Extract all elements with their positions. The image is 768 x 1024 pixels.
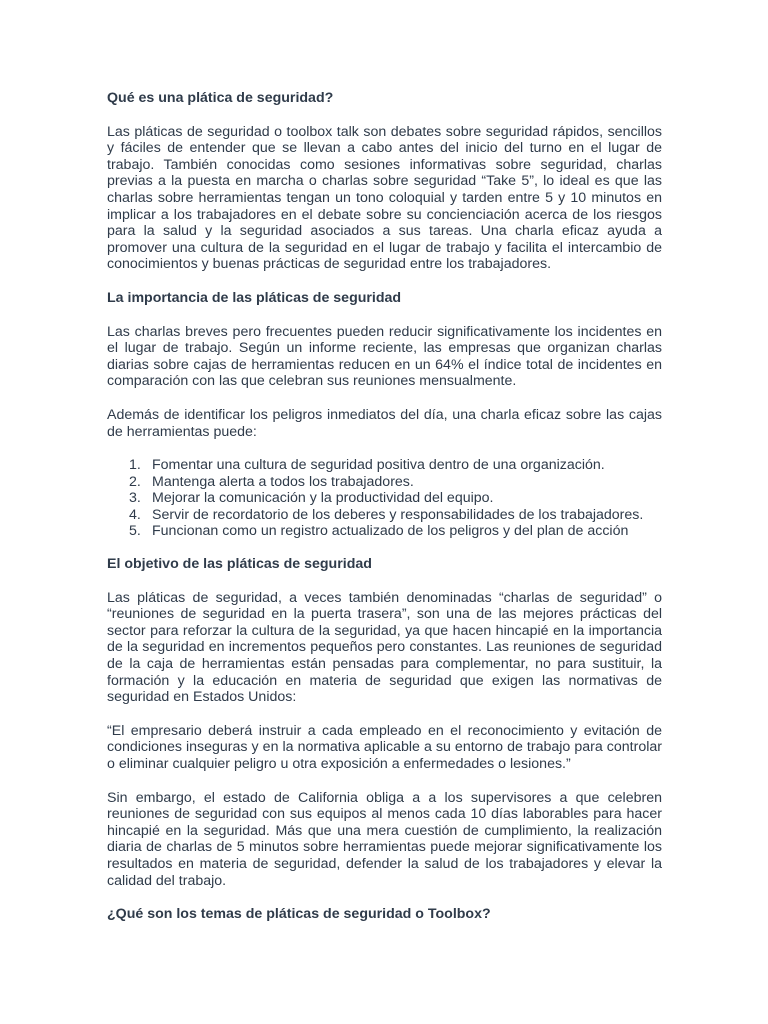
list-item [107, 457, 662, 474]
list-item-text: Servir de recordatorio de los deberes y responsabilidades de los trabajadores. [152, 506, 644, 523]
paragraph-incident-reduction: Las charlas breves pero frecuentes pueden reducir significativamente los incidentes en el lugar de trabajo. Según un informe reciente, las empresas que organizan charlas diarias sobre cajas de herramientas reducen en un 64% el índice total de incidentes en comparación con las que celebran sus reuniones mensualmente. [107, 323, 662, 390]
list-item-number: 4. [129, 506, 141, 523]
list-item-number: 2. [129, 473, 141, 490]
section-heading-importance: La importancia de las pláticas de seguridad [107, 289, 402, 306]
list-item-number: 3. [129, 490, 141, 507]
paragraph-quote: “El empresario deberá instruir a cada empleado en el reconocimiento y evitación de condiciones inseguras y en la normativa aplicable a su entorno de trabajo para controlar o eliminar cualquier peligro u otra exposición a enfermedades o lesiones.” [107, 722, 662, 772]
list-item-number: 5. [129, 523, 141, 540]
list-item-text: Mantenga alerta a todos los trabajadores. [152, 473, 414, 490]
list-item [107, 507, 662, 524]
section-heading-topics: ¿Qué son los temas de pláticas de seguridad o Toolbox? [107, 906, 491, 923]
list-item [107, 523, 662, 540]
list-item-text: Mejorar la comunicación y la productividad del equipo. [152, 490, 494, 507]
paragraph-list-intro: Además de identificar los peligros inmediatos del día, una charla eficaz sobre las cajas de herramientas puede: [107, 406, 662, 440]
paragraph-best-practice: Las pláticas de seguridad, a veces también denominadas “charlas de seguridad” o “reuniones de seguridad en la puerta trasera”, son una de las mejores prácticas del sector para reforzar la cultura de la seguridad, ya que hacen hincapié en la importancia de la seguridad en incrementos pequeños pero constantes. Las reuniones de seguridad de la caja de herramientas están pensadas para complementar, no para sustituir, la formación y la educación en materia de seguridad que exigen las normativas de seguridad en Estados Unidos: [107, 589, 662, 706]
paragraph-california: Sin embargo, el estado de California obliga a a los supervisores a que celebren reuniones de seguridad con sus equipos al menos cada 10 días laborables para hacer hincapié en la seguridad. Más que una mera cuestión de cumplimiento, la realización diaria de charlas de 5 minutos sobre herramientas puede mejorar significativamente los resultados en materia de seguridad, defender la salud de los trabajadores y elevar la calidad del trabajo. [107, 789, 662, 889]
list-item [107, 490, 662, 507]
paragraph-definition: Las pláticas de seguridad o toolbox talk son debates sobre seguridad rápidos, sencillos y fáciles de entender que se llevan a cabo antes del inicio del turno en el lugar de trabajo. También conocidas como sesiones informativas sobre seguridad, charlas previas a la puesta en marcha o charlas sobre seguridad “Take 5”, lo ideal es que las charlas sobre herramientas tengan un tono coloquial y tarden entre 5 y 10 minutos en implicar a los trabajadores en el debate sobre su concienciación acerca de los riesgos para la salud y la seguridad asociados a sus tareas. Una charla eficaz ayuda a promover una cultura de la seguridad en el lugar de trabajo y facilita el intercambio de conocimientos y buenas prácticas de seguridad entre los trabajadores. [107, 123, 662, 273]
list-item-number: 1. [129, 457, 141, 474]
benefits-list [107, 457, 662, 540]
section-heading-what-is: Qué es una plática de seguridad? [107, 90, 334, 106]
list-item-text: Funcionan como un registro actualizado de los peligros y del plan de acción [152, 523, 629, 540]
section-heading-objective: El objetivo de las pláticas de seguridad [107, 556, 372, 573]
list-item [107, 474, 662, 491]
document-page [107, 90, 662, 940]
list-item-text: Fomentar una cultura de seguridad positiva dentro de una organización. [152, 457, 605, 474]
